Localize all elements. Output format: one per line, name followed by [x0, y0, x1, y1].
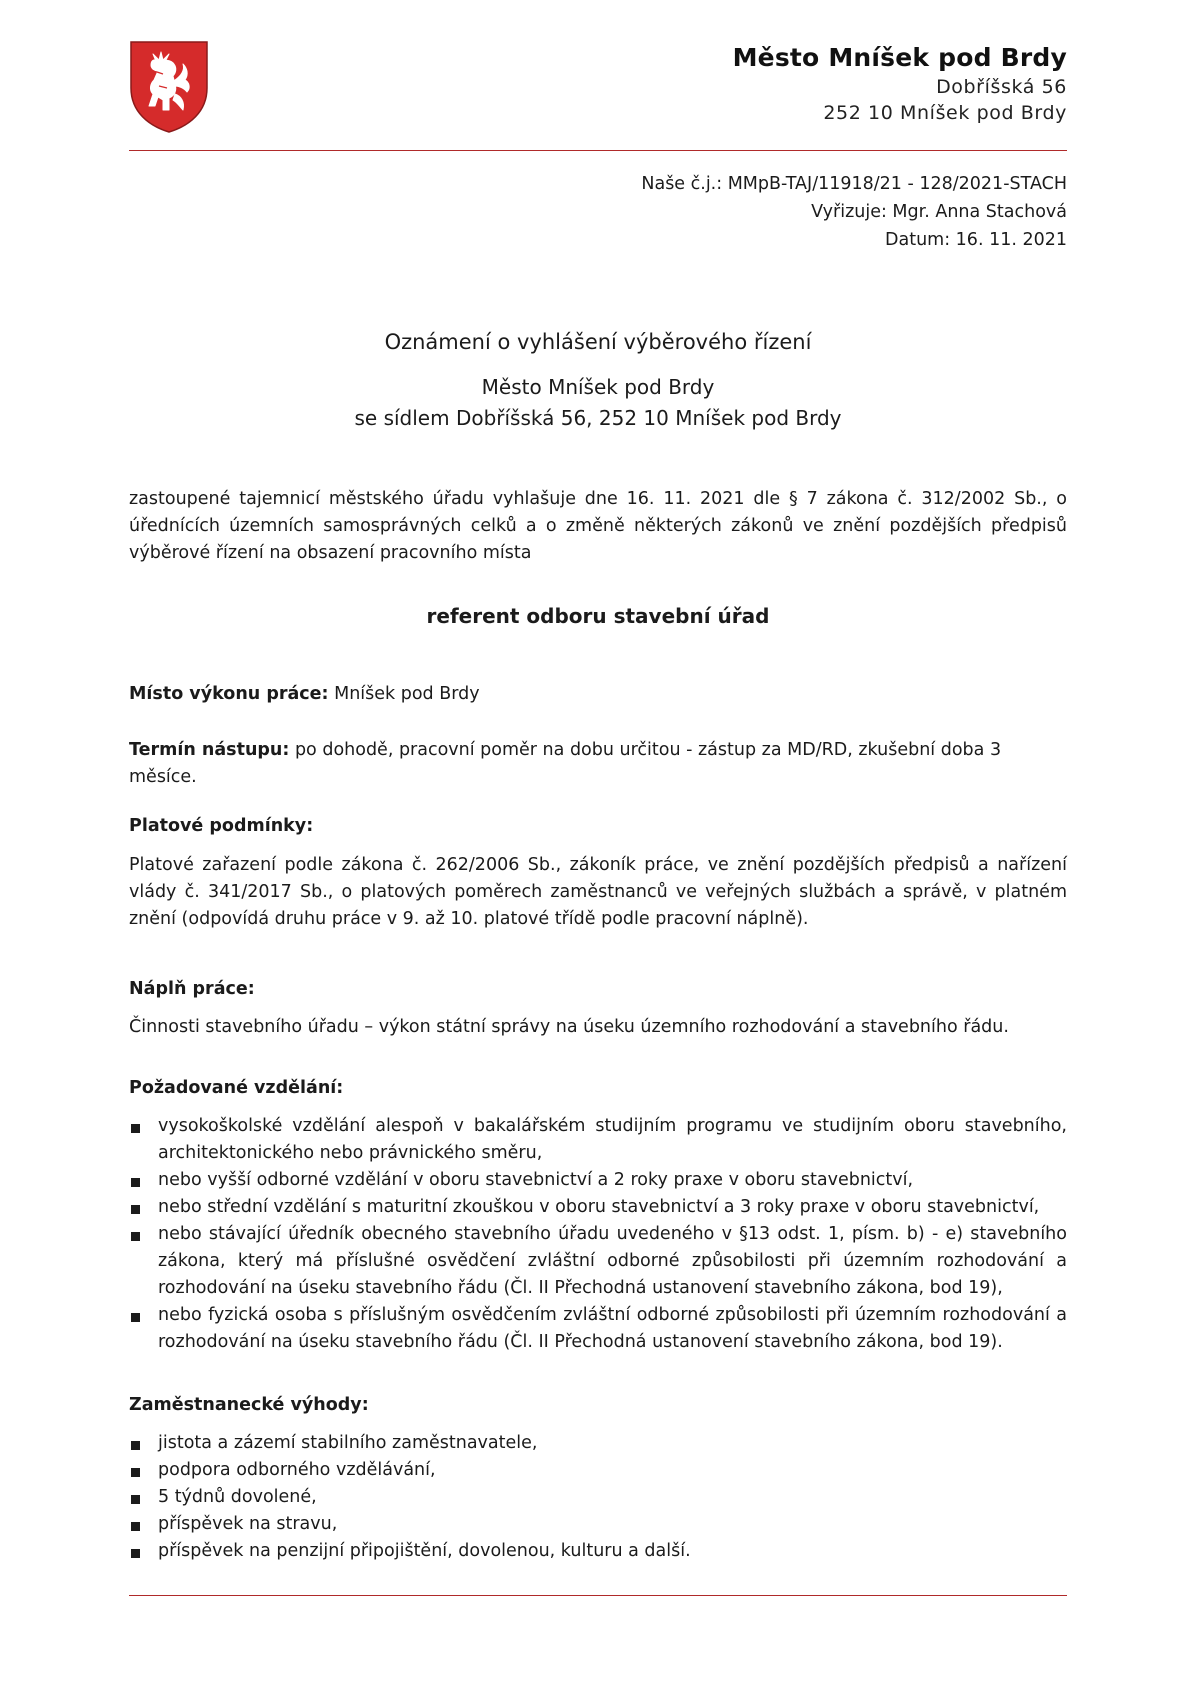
organization-header: [733, 42, 1067, 126]
organization-city: 252 10 Mníšek pod Brdy: [823, 102, 1067, 124]
issuer-seat: se sídlem Dobříšská 56, 252 10 Mníšek pod Brdy: [354, 406, 842, 430]
bullet-icon: [131, 1232, 140, 1241]
duties-heading: Náplň práce:: [129, 979, 255, 999]
education-heading: Požadované vzdělání:: [129, 1078, 344, 1098]
list-item: příspěvek na stravu,: [129, 1511, 1067, 1538]
document-title: Oznámení o vyhlášení výběrového řízení: [384, 330, 812, 354]
bullet-icon: [131, 1549, 140, 1558]
reference-block: [641, 170, 1067, 254]
list-item: nebo stávající úředník obecného stavebního úřadu uvedeného v §13 odst. 1, písm. b) - e) stavebního zákona, který má příslušné osvědčení zvláštní odborné způsobilosti při územním rozhodování a rozhodování na úseku stavebního řádu (Čl. II Přechodná ustanovení stavebního zákona, bod 19),: [129, 1221, 1067, 1302]
bullet-icon: [131, 1522, 140, 1531]
list-item: 5 týdnů dovolené,: [129, 1484, 1067, 1511]
duties-paragraph: Činnosti stavebního úřadu – výkon státní správy na úseku územního rozhodování a stavebního řádu.: [129, 1017, 1009, 1037]
list-item: nebo fyzická osoba s příslušným osvědčením zvláštní odborné způsobilosti při územním rozhodování a rozhodování na úseku stavebního řádu (Čl. II Přechodná ustanovení stavebního zákona, bod 19).: [129, 1302, 1067, 1356]
header-divider: [129, 150, 1067, 151]
issuer-name: Město Mníšek pod Brdy: [481, 375, 715, 399]
list-item: jistota a zázemí stabilního zaměstnavatele,: [129, 1430, 1067, 1457]
position-title: referent odboru stavební úřad: [426, 604, 770, 628]
crest-icon: [129, 40, 209, 134]
bullet-icon: [131, 1205, 140, 1214]
bullet-icon: [131, 1178, 140, 1187]
salary-paragraph: Platové zařazení podle zákona č. 262/2006 Sb., zákoník práce, ve znění pozdějších předpisů a nařízení vlády č. 341/2017 Sb., o platových poměrech zaměstnanců ve veřejných službách a správě, v platném znění (odpovídá druhu práce v 9. až 10. platové třídě podle pracovní náplně).: [129, 855, 1067, 929]
list-item: vysokoškolské vzdělání alespoň v bakalářském studijním programu ve studijním oboru stavebního, architektonického nebo právnického směru,: [129, 1113, 1067, 1167]
list-item: příspěvek na penzijní připojištění, dovolenou, kulturu a další.: [129, 1538, 1067, 1565]
start-date-label: Termín nástupu:: [129, 740, 290, 760]
bullet-icon: [131, 1441, 140, 1450]
issuer-block: [129, 372, 1067, 434]
work-place-value: Mníšek pod Brdy: [328, 684, 480, 704]
benefits-list: [129, 1430, 1067, 1565]
bullet-icon: [131, 1313, 140, 1322]
start-date-value: po dohodě, pracovní poměr na dobu určitou - zástup za MD/RD, zkušební doba 3 měsíce.: [129, 740, 1002, 787]
bullet-icon: [131, 1124, 140, 1133]
organization-street: Dobříšská 56: [936, 76, 1067, 98]
bullet-icon: [131, 1495, 140, 1504]
intro-paragraph: zastoupené tajemnicí městského úřadu vyhlašuje dne 16. 11. 2021 dle § 7 zákona č. 312/2002 Sb., o úřednících územních samosprávných celků a o změně některých zákonů ve znění pozdějších předpisů výběrové řízení na obsazení pracovního místa: [129, 489, 1067, 563]
organization-name: Město Mníšek pod Brdy: [732, 43, 1067, 72]
salary-heading: Platové podmínky:: [129, 816, 314, 836]
benefits-heading: Zaměstnanecké výhody:: [129, 1395, 369, 1415]
handler: Vyřizuje: Mgr. Anna Stachová: [811, 202, 1067, 222]
list-item: nebo vyšší odborné vzdělání v oboru stavebnictví a 2 roky praxe v oboru stavebnictví,: [129, 1167, 1067, 1194]
case-number: Naše č.j.: MMpB-TAJ/11918/21 - 128/2021-STACH: [641, 174, 1067, 194]
work-place-label: Místo výkonu práce:: [129, 684, 329, 704]
document-date: Datum: 16. 11. 2021: [885, 230, 1067, 250]
footer-divider: [129, 1595, 1067, 1596]
list-item: podpora odborného vzdělávání,: [129, 1457, 1067, 1484]
bullet-icon: [131, 1468, 140, 1477]
work-place: [129, 681, 1067, 708]
education-list: [129, 1113, 1067, 1356]
list-item: nebo střední vzdělání s maturitní zkouškou v oboru stavebnictví a 3 roky praxe v oboru stavebnictví,: [129, 1194, 1067, 1221]
start-date: [129, 737, 1067, 791]
